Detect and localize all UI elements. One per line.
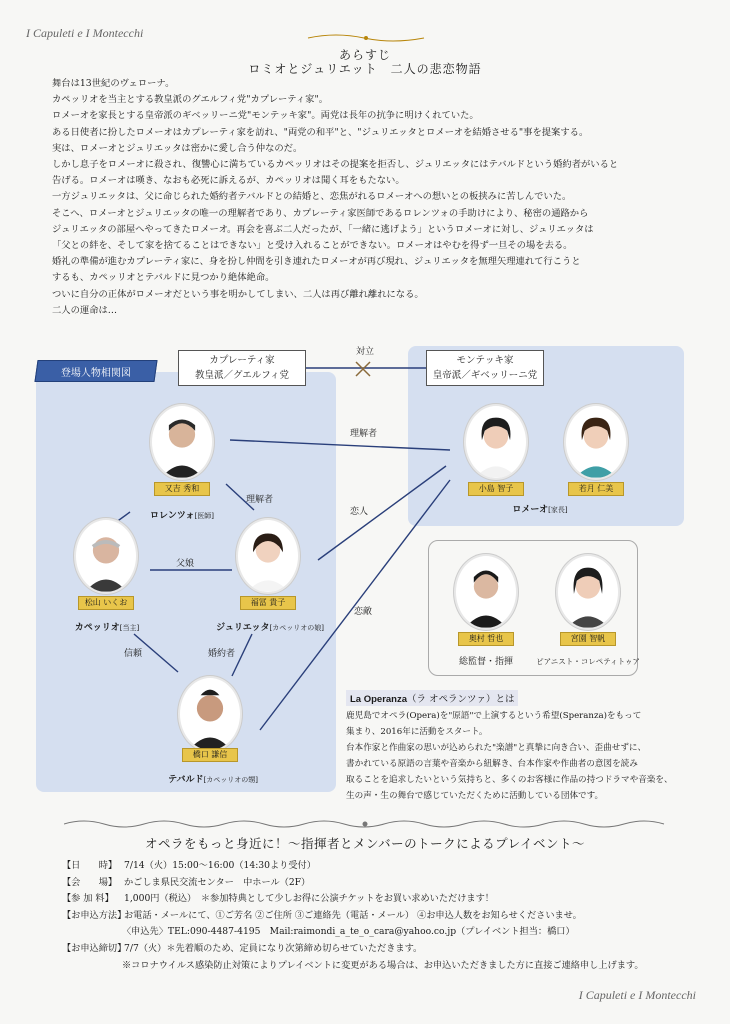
- info-value: 7/14（火）15:00〜16:00（14:30より受付）: [124, 860, 316, 871]
- info-label: 【お申込方法】: [62, 909, 127, 921]
- role-note: [医師]: [194, 512, 214, 520]
- relation-label-understander: 理解者: [350, 429, 378, 439]
- role-name: テバルド: [168, 775, 204, 785]
- lao-line: 生の声・生の舞台で感じていただくために活動している団体です。: [346, 791, 604, 801]
- photo-director: [454, 554, 518, 630]
- role-name: ロメーオ: [512, 505, 549, 515]
- role-note: [家長]: [548, 506, 568, 514]
- info-value: お電話・メールにて、①ご芳名 ②ご住所 ③ご連絡先（電話・メール） ④お申込人数をお知らせくださいませ。: [124, 909, 582, 921]
- info-row-venue: [62, 875, 702, 892]
- lao-name-rest: （ラ オペランツァ）とは: [407, 694, 515, 705]
- family-party: 教皇派／グエルフィ党: [194, 370, 290, 381]
- story-line: 二人の運命は…: [52, 304, 118, 316]
- story-line: ジュリエッタの部屋へやってきたロメーオ。再会を喜ぶ二人だったが、「一緒に逃げよう」というロメーオに対し、ジュリエッタは: [52, 223, 594, 235]
- ornament-divider: [64, 818, 666, 830]
- nametag-capellio: 松山 いくお: [78, 596, 134, 610]
- role-giulietta: [212, 620, 328, 633]
- story-line: 「父との絆を、そして家を捨てることはできない」と受け入れることができない。ロメーオはやむを得ず一旦その場を去る。: [52, 240, 573, 252]
- lao-line: 取ることを追求したいという気持ちと、多くのお客様に作品の持つドラマや音楽を、: [346, 775, 673, 785]
- story-line: 実は、ロメーオとジュリエッタは密かに愛し合う仲なのだ。: [52, 142, 303, 154]
- event-info: [62, 858, 702, 974]
- relation-label-father-daughter: 父娘: [176, 559, 195, 569]
- role-tebaldo: [158, 772, 268, 785]
- relation-label-understander: 理解者: [246, 495, 274, 505]
- story-line: ある日使者に扮したロメーオはカプレーティ家を訪れ、"両党の和平"と、"ジュリエッタとロメーオを結婚させる"事を提案する。: [52, 126, 589, 138]
- heading: あらすじ: [338, 48, 391, 62]
- family-name: モンテッキ家: [456, 355, 514, 366]
- lao-line: 鹿児島でオペラ(Opera)を"原語"で上演するという希望(Speranza)をもって: [346, 711, 642, 721]
- nametag-director: 奥村 哲也: [458, 632, 514, 646]
- info-value: 1,000円（税込） ＊参加特典として少しお得に公演チケットをお買い求めいただけます！: [124, 893, 494, 905]
- info-label: 【会 場】: [62, 876, 118, 888]
- story-line: 一方ジュリエッタは、父に命じられた婚約者テバルドとの結婚と、恋焦がれるロメーオへの想いとの板挟みに苦しんでいた。: [52, 191, 572, 203]
- nametag-romeo-2: 若月 仁美: [568, 482, 624, 496]
- family-party: 皇帝派／ギベッリーニ党: [432, 370, 538, 381]
- story-line: そこへ、ロメーオとジュリエッタの唯一の理解者であり、カプレーティ家医師であるロレンツォの手助けにより、秘密の通路から: [52, 207, 589, 219]
- info-row-fee: [62, 891, 702, 908]
- lao-name-en: La Operanza: [350, 694, 408, 705]
- flourish-ornament: [306, 32, 426, 44]
- info-row-apply: [62, 908, 702, 925]
- role-name: ロレンツォ: [150, 511, 195, 521]
- relation-label-conflict: 対立: [356, 347, 375, 357]
- script-title-top: I Capuleti e I Montecchi: [26, 26, 144, 40]
- nametag-romeo-1: 小島 智子: [468, 482, 524, 496]
- role-pianist: ピアニスト・コレペティトゥア: [536, 657, 640, 666]
- lao-line: 台本作家と作曲家の思いが込められた"楽譜"と真摯に向き合い、歪曲せずに、: [346, 743, 647, 753]
- relation-label-enemies: 恋敵: [354, 607, 373, 617]
- info-label: 【参 加 料】: [62, 893, 114, 905]
- lao-title: [346, 690, 518, 706]
- role-romeo: [500, 502, 580, 515]
- relation-label-trust: 信頼: [124, 649, 143, 659]
- story-line: 告げる。ロメーオは嘆き、なおも必死に訴えるが、カペッリオは聞く耳をもたない。: [52, 175, 405, 187]
- info-row-date: [62, 858, 702, 875]
- photo-capellio: [74, 518, 138, 594]
- photo-romeo-2: [564, 404, 628, 480]
- photo-giulietta: [236, 518, 300, 594]
- role-name: カペッリオ: [74, 623, 120, 633]
- event-title: オペラをもっと身近に！〜指揮者とメンバーのトークによるプレイベント〜: [144, 836, 585, 851]
- ribbon-label: 登場人物相関図: [61, 367, 131, 379]
- lao-description: [346, 708, 696, 804]
- role-director: 総監督・指揮: [458, 657, 513, 667]
- story-line: 婚礼の準備が進むカプレーティ家に、身を扮し仲間を引き連れたロメーオが再び現れ、ジュリエッタを無理矢理連れて行こうと: [52, 256, 581, 268]
- role-note: [カペッリオの甥]: [203, 776, 258, 784]
- photo-lorenzo: [150, 404, 214, 480]
- family-name: カプレーティ家: [209, 355, 275, 366]
- role-lorenzo: [142, 508, 222, 521]
- role-note: [カペッリオの娘]: [269, 624, 324, 632]
- role-capellio: [64, 620, 150, 633]
- photo-tebaldo: [178, 676, 242, 752]
- relation-label-lovers: 恋人: [350, 507, 369, 517]
- nametag-lorenzo: 又吉 秀和: [154, 482, 210, 496]
- family-montecchi-box: [426, 350, 544, 386]
- relationship-ribbon: [34, 360, 157, 382]
- info-value: 7/7（火）＊先着順のため、定員になり次第締め切らせていただきます。: [124, 942, 423, 954]
- script-title-bottom: I Capuleti e I Montecchi: [578, 988, 696, 1002]
- story-line: しかし息子をロメーオに殺され、復讐心に満ちているカペッリオはその提案を拒否し、ジュリエッタにはテバルドという婚約者がいると: [52, 159, 619, 171]
- nametag-tebaldo: 橋口 謙信: [182, 748, 238, 762]
- photo-romeo-1: [464, 404, 528, 480]
- role-name: ジュリエッタ: [216, 623, 270, 633]
- family-capuleti-box: [178, 350, 306, 386]
- info-label: 【お申込締切】: [62, 942, 127, 954]
- story-line: ついに自分の正体がロメーオだという事を明かしてしまい、二人は再び離れ離れになる。: [52, 288, 424, 300]
- info-contact: 〈申込先〉TEL:090-4487-4195 Mail:raimondi_a_te_o_cara@yahoo.co.jp（プレイベント担当：橋口）: [122, 926, 575, 938]
- info-note: ※コロナウイルス感染防止対策によりプレイベントに変更がある場合は、お申込いただきました方に直接ご連絡申し上げます。: [122, 959, 644, 971]
- subheading: ロミオとジュリエット 二人の悲恋物語: [248, 62, 482, 76]
- relation-label-fiance: 婚約者: [208, 649, 236, 659]
- story-line: カペッリオを当主とする教皇派のグエルフィ党"カプレーティ家"。: [52, 94, 329, 106]
- lao-line: 集まり、2016年に活動をスタート。: [346, 727, 488, 737]
- role-note: [当主]: [119, 624, 140, 632]
- info-label: 【日 時】: [62, 860, 118, 871]
- story-text: [52, 76, 702, 319]
- info-row-deadline: [62, 941, 702, 958]
- info-value: かごしま県民交流センター 中ホール（2F）: [124, 876, 311, 888]
- story-line: 舞台は13世紀のヴェローナ。: [52, 78, 175, 89]
- story-line: ロメーオを家長とする皇帝派のギベッリーニ党"モンテッキ家"。両党は長年の抗争に明けくれていた。: [52, 110, 479, 122]
- nametag-giulietta: 福冨 貴子: [240, 596, 296, 610]
- lao-line: 書かれている原語の言葉や音楽から紐解き、台本作家や作曲者の意図を読み: [346, 759, 638, 769]
- nametag-pianist: 宮園 智帆: [560, 632, 616, 646]
- story-line: するも、カペッリオとテバルドに見つかり絶体絶命。: [52, 272, 275, 284]
- photo-pianist: [556, 554, 620, 630]
